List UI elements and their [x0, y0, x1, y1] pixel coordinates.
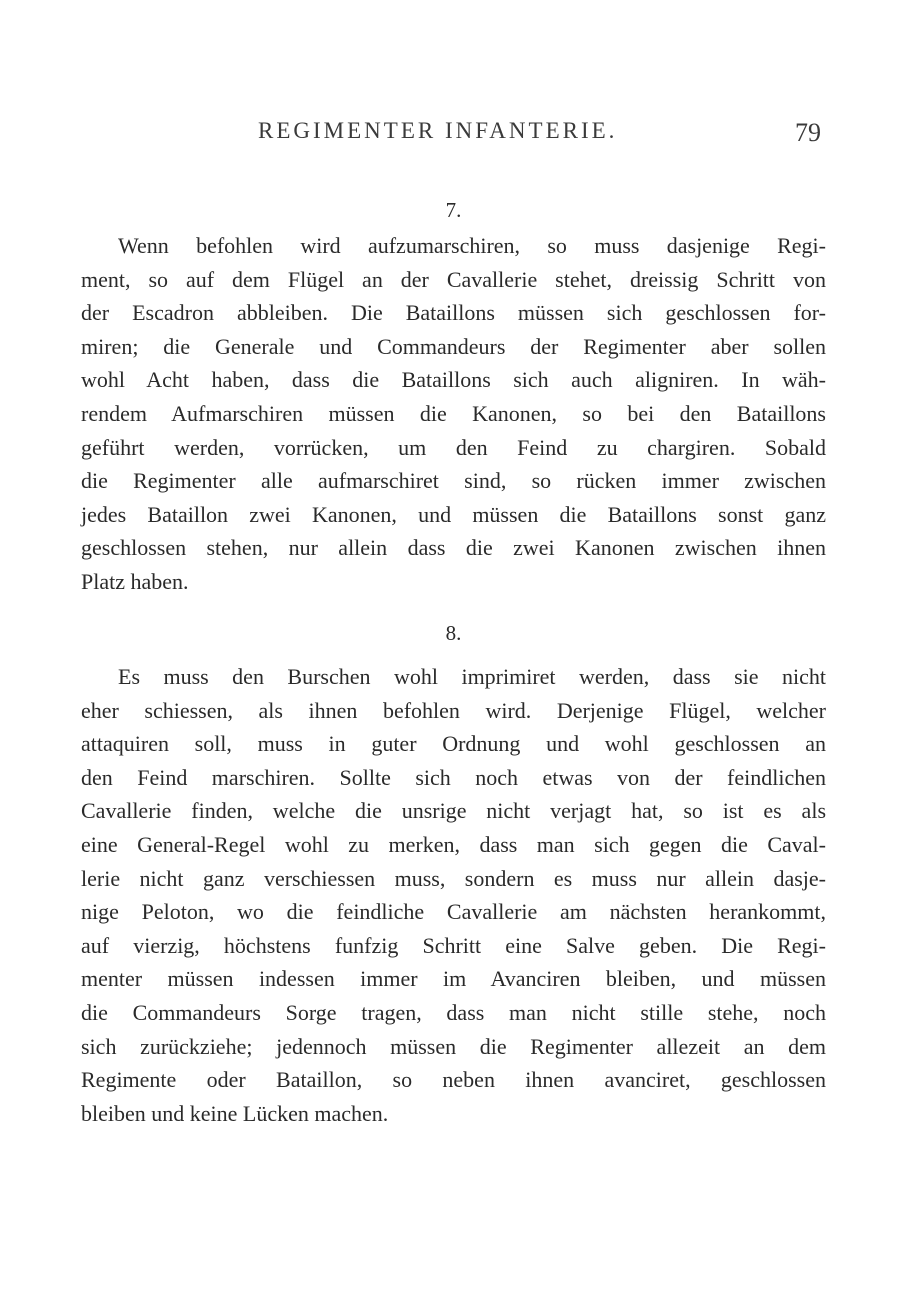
section-number: 7.: [445, 198, 462, 222]
text-line: die Commandeurs Sorge tragen, dass man nicht stille stehe, noch: [81, 999, 826, 1025]
text-line: attaquiren soll, muss in guter Ordnung und wohl geschlossen an: [81, 731, 826, 757]
text-line: menter müssen indessen immer im Avanciren bleiben, und müssen: [81, 966, 826, 992]
text-line: bleiben und keine Lücken machen.: [81, 1100, 389, 1126]
page-number: 79: [795, 118, 821, 147]
section-7: [81, 195, 826, 599]
text-line: geführt werden, vorrücken, um den Feind zu chargiren. Sobald: [81, 434, 826, 460]
running-head: REGIMENTER INFANTERIE.: [258, 118, 618, 143]
text-line: nige Peloton, wo die feindliche Cavallerie am nächsten herankommt,: [81, 899, 826, 925]
text-line: wohl Acht haben, dass die Bataillons sich auch aligniren. In wäh-: [81, 367, 826, 393]
text-line: auf vierzig, höchstens funfzig Schritt eine Salve geben. Die Regi-: [81, 932, 826, 958]
text-line: der Escadron abbleiben. Die Bataillons müssen sich geschlossen for-: [81, 300, 826, 326]
text-line: die Regimenter alle aufmarschiret sind, so rücken immer zwischen: [81, 468, 826, 494]
section-8: [81, 618, 826, 1130]
text-line: miren; die Generale und Commandeurs der Regimenter aber sollen: [81, 333, 826, 359]
text-line: jedes Bataillon zwei Kanonen, und müssen die Bataillons sonst ganz: [81, 501, 826, 527]
paragraph: [81, 229, 826, 599]
text-line: eher schiessen, als ihnen befohlen wird. Derjenige Flügel, welcher: [81, 697, 826, 723]
text-line: Wenn befohlen wird aufzumarschiren, so muss dasjenige Regi-: [118, 233, 826, 258]
text-line: rendem Aufmarschiren müssen die Kanonen, so bei den Bataillons: [81, 400, 826, 426]
text-line: Platz haben.: [81, 568, 189, 594]
text-line: Es muss den Burschen wohl imprimiret werden, dass sie nicht: [118, 664, 826, 689]
text-line: lerie nicht ganz verschiessen muss, sondern es muss nur allein dasje-: [81, 865, 826, 891]
text-line: Cavallerie finden, welche die unsrige nicht verjagt hat, so ist es als: [81, 798, 826, 824]
paragraph: [81, 660, 826, 1130]
text-line: geschlossen stehen, nur allein dass die zwei Kanonen zwischen ihnen: [81, 535, 826, 561]
text-line: eine General-Regel wohl zu merken, dass man sich gegen die Caval-: [81, 831, 826, 857]
section-number: 8.: [445, 621, 462, 645]
text-line: sich zurückziehe; jedennoch müssen die Regimenter allezeit an dem: [81, 1033, 826, 1059]
text-line: Regimente oder Bataillon, so neben ihnen avanciret, geschlossen: [81, 1067, 826, 1093]
text-line: ment, so auf dem Flügel an der Cavallerie stehet, dreissig Schritt von: [81, 266, 826, 292]
text-line: den Feind marschiren. Sollte sich noch etwas von der feindlichen: [81, 764, 826, 790]
